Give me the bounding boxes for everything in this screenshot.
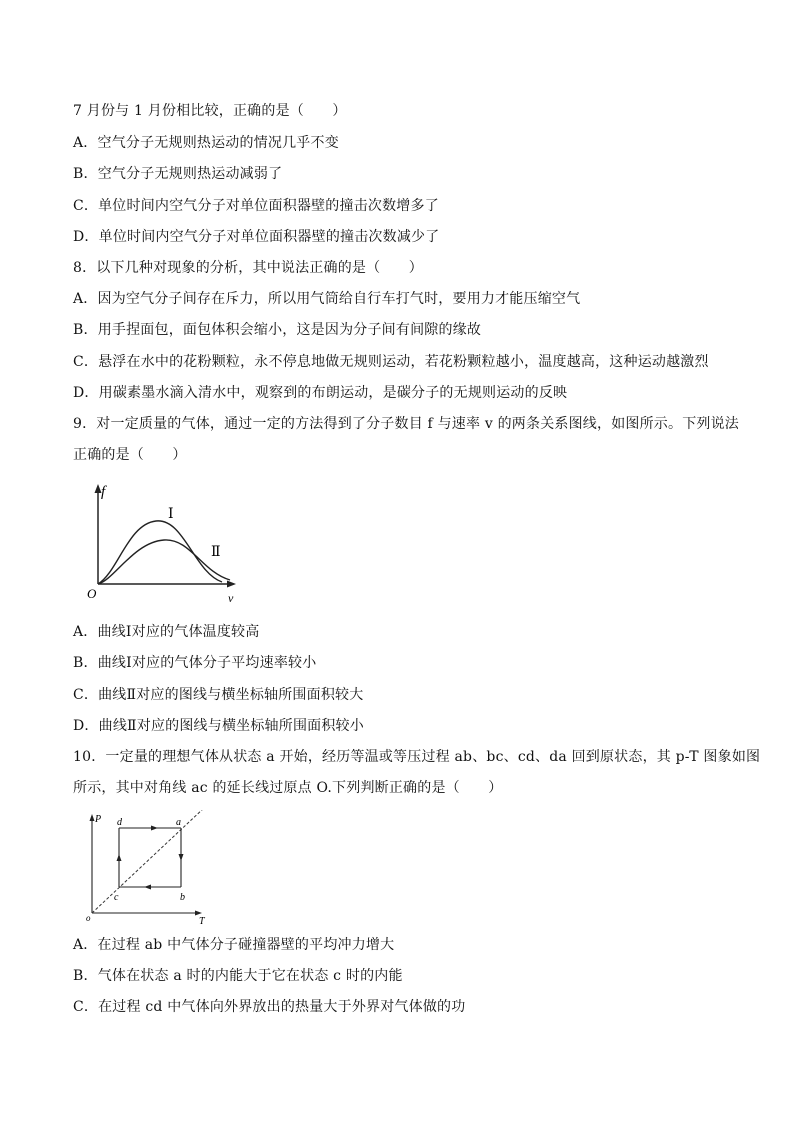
question-10-option-c: C．在过程 cd 中气体向外界放出的热量大于外界对气体做的功 [73, 999, 466, 1015]
question-10-option-b: B．气体在状态 a 时的内能大于它在状态 c 时的内能 [73, 968, 403, 984]
arrow-b-to-c-icon [144, 885, 151, 890]
question-7-stem: 7 月份与 1 月份相比较，正确的是（ ） [73, 103, 347, 119]
arrow-c-to-d-icon [117, 854, 122, 861]
question-9-option-d: D．曲线Ⅱ对应的图线与横坐标轴所围面积较小 [73, 718, 364, 734]
point-d-label: d [117, 817, 122, 828]
p-axis-label: P [95, 814, 102, 825]
question-10-stem-line1: 10．一定量的理想气体从状态 a 开始，经历等温或等压过程 ab、bc、cd、da 回到原状态，其 p-T 图象如图 [73, 749, 761, 765]
y-axis-label: f [101, 484, 106, 500]
question-7-option-d: D．单位时间内空气分子对单位面积器壁的撞击次数减少了 [73, 229, 440, 245]
question-9-figure [84, 480, 240, 606]
question-9-stem-line1: 9．对一定质量的气体，通过一定的方法得到了分子数目 f 与速率 v 的两条关系图线，如图所示。下列说法 [73, 416, 739, 432]
question-9-stem-line2: 正确的是（ ） [73, 447, 187, 463]
p-t-graph [84, 810, 214, 925]
question-7-option-b: B．空气分子无规则热运动减弱了 [73, 166, 283, 182]
origin-label: O [87, 586, 97, 601]
curve-i [98, 521, 222, 584]
x-axis-label: v [228, 591, 234, 605]
question-7-option-c: C．单位时间内空气分子对单位面积器壁的撞击次数增多了 [73, 198, 439, 214]
t-axis-label: T [199, 916, 205, 925]
question-8-option-a: A．因为空气分子间存在斥力，所以用气筒给自行车打气时，要用力才能压缩空气 [73, 291, 581, 307]
question-10-option-a: A．在过程 ab 中气体分子碰撞器壁的平均冲力增大 [73, 937, 395, 953]
question-8-stem: 8．以下几种对现象的分析，其中说法正确的是（ ） [73, 260, 423, 276]
question-8-option-b: B．用手捏面包，面包体积会缩小，这是因为分子间有间隙的缘故 [73, 322, 482, 338]
arrow-a-to-b-icon [179, 854, 184, 861]
question-7-option-a: A．空气分子无规则热运动的情况几乎不变 [73, 135, 339, 151]
question-9-option-b: B．曲线Ⅰ对应的气体分子平均速率较小 [73, 655, 317, 671]
question-9-option-c: C．曲线Ⅱ对应的图线与横坐标轴所围面积较大 [73, 687, 364, 703]
p-axis-arrow-icon [90, 814, 95, 821]
point-a-label: a [176, 817, 181, 828]
question-9-option-a: A．曲线Ⅰ对应的气体温度较高 [73, 624, 260, 640]
question-10-figure [84, 810, 214, 925]
t-axis-arrow-icon [195, 911, 202, 916]
speed-distribution-graph [84, 480, 240, 606]
x-axis-arrow-icon [227, 581, 236, 588]
point-c-label: c [114, 892, 119, 903]
curve-i-label: Ⅰ [168, 507, 174, 522]
diagonal-ac-extension [92, 810, 204, 913]
curve-ii-label: Ⅱ [211, 545, 221, 560]
arrow-d-to-a-icon [151, 826, 158, 831]
question-10-stem-line2: 所示，其中对角线 ac 的延长线过原点 O.下列判断正确的是（ ） [73, 780, 503, 796]
origin-label: o [86, 913, 91, 923]
point-b-label: b [180, 892, 185, 903]
question-8-option-d: D．用碳素墨水滴入清水中，观察到的布朗运动，是碳分子的无规则运动的反映 [73, 385, 568, 401]
question-8-option-c: C．悬浮在水中的花粉颗粒，永不停息地做无规则运动，若花粉颗粒越小，温度越高，这种运动越激烈 [73, 354, 709, 370]
